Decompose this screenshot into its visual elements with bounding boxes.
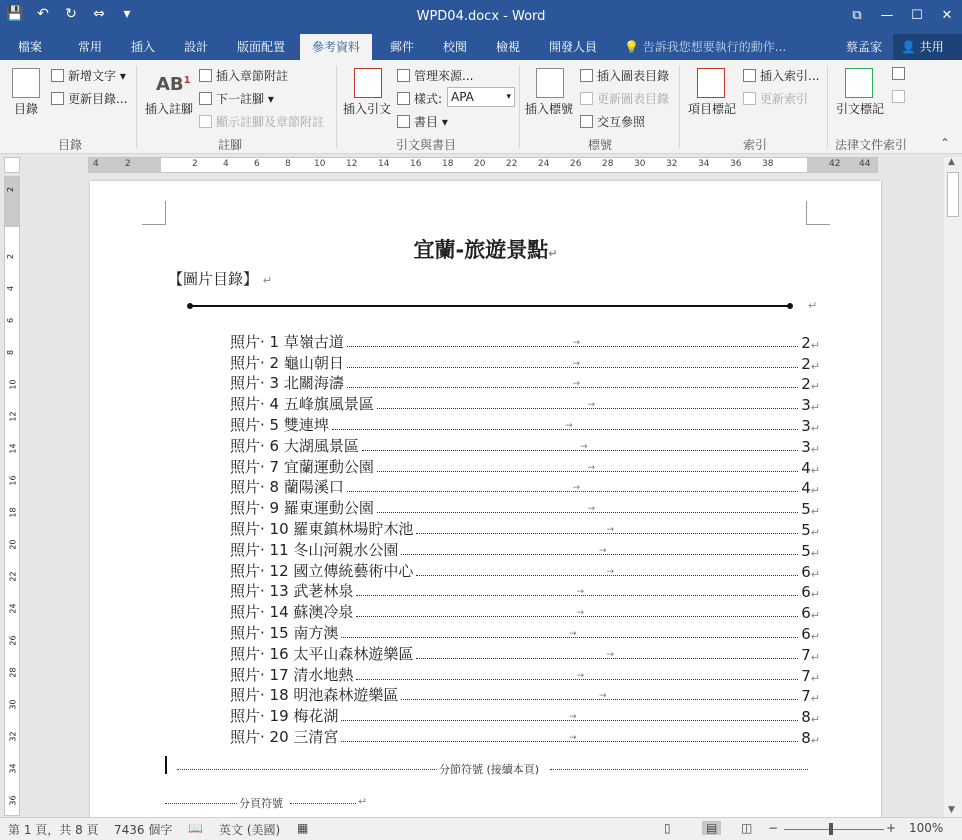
tab-home[interactable]: 常用 — [78, 40, 103, 54]
figure-entry-page: 2 — [801, 333, 811, 352]
figure-entry-page: 5 — [801, 500, 811, 519]
ruler-tick: 34 — [698, 159, 710, 169]
paragraph-mark: ↵ — [548, 247, 558, 260]
ruler-tick: 12 — [346, 159, 358, 169]
group-label-toa: 法律文件索引 — [835, 138, 908, 152]
paragraph-mark: ↵ — [808, 299, 818, 312]
show-notes-icon — [199, 115, 212, 128]
scrollbar-thumb[interactable] — [947, 172, 959, 217]
update-toa-icon[interactable] — [892, 90, 909, 104]
table-of-figures-heading[interactable] — [168, 268, 272, 289]
paragraph-mark: ↵ — [810, 567, 820, 581]
tab-arrow-icon: → — [565, 420, 573, 431]
toa-icon — [892, 67, 905, 80]
section-break-line — [177, 769, 437, 770]
list-item[interactable] — [230, 560, 820, 581]
figure-entry-page: 3 — [801, 416, 811, 435]
tab-arrow-icon: → — [572, 483, 581, 494]
paragraph-mark: ↵ — [810, 463, 820, 477]
insert-footnote-button[interactable]: 插入註腳 — [145, 102, 194, 116]
list-item[interactable] — [230, 352, 820, 373]
tab-arrow-icon: → — [599, 545, 607, 556]
ruler-tick: 38 — [762, 159, 774, 169]
ruler-tick: 22 — [8, 571, 18, 582]
paragraph-mark: ↵ — [810, 713, 820, 727]
figure-entry-page: 5 — [801, 520, 811, 539]
toc-heading-text: 【圖片目錄】 — [168, 270, 259, 288]
table-of-figures-label: 插入圖表目錄 — [597, 69, 670, 83]
tab-layout[interactable]: 版面配置 — [237, 40, 286, 54]
section-break-line — [550, 769, 808, 770]
paragraph-mark: ↵ — [810, 733, 820, 747]
language-indicator[interactable]: 英文 (美國) — [219, 823, 281, 837]
ruler-tick: 8 — [6, 349, 16, 356]
ruler-tab-selector[interactable] — [4, 157, 20, 173]
figure-entry-label: 照片· 7 宜蘭運動公園 — [230, 457, 374, 476]
ruler-tick: 36 — [8, 795, 18, 806]
list-item[interactable] — [230, 601, 820, 622]
figure-entry-page: 4 — [801, 458, 811, 477]
insert-toa-icon[interactable] — [892, 67, 909, 81]
update-table-label: 更新圖表目錄 — [597, 92, 670, 106]
tab-review[interactable]: 校閱 — [443, 40, 468, 54]
ruler-margin-top — [5, 177, 19, 227]
ruler-tick: 18 — [8, 507, 18, 518]
paragraph-mark: ↵ — [810, 442, 820, 456]
tab-arrow-icon: → — [606, 566, 615, 577]
ruler-tick: 28 — [8, 667, 18, 678]
ruler-tick: 30 — [8, 699, 18, 710]
ruler-tick: 10 — [314, 159, 326, 169]
ruler-tick: 26 — [8, 635, 18, 646]
update-icon — [51, 92, 64, 105]
list-item[interactable] — [230, 414, 820, 435]
paragraph-mark: ↵ — [810, 484, 820, 498]
tab-arrow-icon: → — [569, 712, 577, 723]
update-index-button[interactable] — [743, 90, 808, 107]
figure-entry-page: 2 — [801, 354, 811, 373]
list-item[interactable] — [230, 331, 820, 352]
figure-entry-label: 照片· 1 草嶺古道 — [230, 332, 344, 351]
horizontal-ruler[interactable] — [88, 157, 878, 173]
next-footnote-button[interactable]: 下一註腳 ▾ — [199, 90, 274, 107]
ribbon-display-options-icon[interactable]: ⧉ — [852, 8, 862, 23]
table-of-contents-icon — [12, 68, 40, 98]
close-icon[interactable]: ✕ — [941, 8, 953, 23]
tab-arrow-icon: → — [572, 379, 581, 390]
figure-entry-label: 照片· 3 北關海濤 — [230, 374, 344, 393]
tab-view[interactable]: 檢視 — [496, 40, 521, 54]
bibliography-label: 書目 — [414, 115, 439, 129]
paragraph-mark: ↵ — [810, 650, 820, 664]
line-endpoint — [787, 303, 793, 309]
tell-me-box[interactable] — [624, 34, 786, 60]
paragraph-mark: ↵ — [810, 671, 820, 685]
proofing-icon[interactable]: 📖 — [188, 821, 203, 835]
paragraph-mark: ↵ — [810, 380, 820, 394]
zoom-in-icon[interactable]: + — [886, 821, 897, 835]
figure-entry-page: 6 — [801, 624, 811, 643]
update-toc-label: 更新目錄... — [68, 92, 128, 106]
ruler-tick: 20 — [8, 539, 18, 550]
toc-button[interactable]: 目錄 — [14, 102, 39, 116]
insert-index-label: 插入索引... — [760, 69, 820, 83]
insert-caption-icon — [536, 68, 564, 98]
figure-entry-label: 照片· 9 羅東運動公園 — [230, 499, 374, 518]
figure-entry-label: 照片· 14 蘇澳冷泉 — [230, 603, 354, 622]
group-separator — [827, 66, 828, 148]
divider-line — [190, 305, 792, 307]
list-item[interactable] — [230, 643, 820, 664]
line-endpoint — [187, 303, 193, 309]
ruler-tick: 4 — [93, 159, 99, 169]
update-index-icon — [743, 92, 756, 105]
share-label: 共用 — [919, 40, 944, 54]
list-item[interactable] — [230, 581, 820, 602]
tab-design[interactable]: 設計 — [184, 40, 209, 54]
zoom-slider-track[interactable] — [784, 829, 884, 830]
figure-entry-label: 照片· 16 太平山森林遊樂區 — [230, 644, 414, 663]
tab-arrow-icon: → — [569, 628, 577, 639]
paragraph-mark: ↵ — [358, 795, 368, 808]
figure-entry-page: 2 — [801, 375, 811, 394]
group-separator — [679, 66, 680, 148]
manage-sources-button[interactable] — [397, 67, 473, 84]
insert-endnote-button[interactable] — [199, 67, 288, 84]
ruler-tick: 8 — [285, 159, 291, 169]
manage-sources-icon — [397, 69, 410, 82]
collapse-ribbon-icon[interactable]: ⌃ — [940, 136, 951, 150]
ruler-tick: 24 — [8, 603, 18, 614]
paragraph-mark: ↵ — [810, 338, 820, 352]
figure-entry-label: 照片· 2 龜山朝日 — [230, 353, 344, 372]
list-item[interactable] — [230, 518, 820, 539]
redo-icon[interactable]: ↻ — [65, 6, 77, 22]
group-separator — [519, 66, 520, 148]
paragraph-mark: ↵ — [810, 401, 820, 415]
list-item[interactable] — [230, 393, 820, 414]
crop-mark-top-left — [142, 201, 166, 225]
figure-entry-page: 3 — [801, 396, 811, 415]
figure-entry-label: 照片· 20 三清宮 — [230, 727, 339, 746]
maximize-icon[interactable]: ☐ — [911, 8, 923, 23]
figure-entry-page: 5 — [801, 541, 811, 560]
add-text-label: 新增文字 — [68, 69, 117, 83]
ruler-tick: 2 — [192, 159, 198, 169]
update-index-label: 更新索引 — [760, 92, 809, 106]
tab-arrow-icon: → — [606, 649, 615, 660]
figure-entry-label: 照片· 15 南方澳 — [230, 623, 339, 642]
paragraph-mark: ↵ — [810, 359, 820, 373]
figure-entry-page: 4 — [801, 479, 811, 498]
figure-entry-page: 6 — [801, 604, 811, 623]
style-label — [397, 90, 442, 107]
zoom-out-icon[interactable]: − — [768, 821, 779, 835]
figure-entry-page: 8 — [801, 728, 811, 747]
add-text-icon — [51, 69, 64, 82]
ruler-tick: 42 — [829, 159, 841, 169]
page-break-label: 分頁符號 — [239, 797, 283, 810]
group-label-toc: 目錄 — [58, 138, 83, 152]
ruler-tick: 28 — [602, 159, 614, 169]
paragraph-mark: ↵ — [810, 609, 820, 623]
tab-arrow-icon: → — [580, 441, 588, 452]
figure-entry-label: 照片· 6 大湖風景區 — [230, 436, 359, 455]
cross-reference-button[interactable] — [580, 113, 645, 130]
tab-arrow-icon: → — [606, 524, 615, 535]
tab-insert[interactable]: 插入 — [131, 40, 156, 54]
update-table-of-figures-button[interactable] — [580, 90, 669, 107]
vertical-ruler[interactable] — [4, 176, 20, 816]
group-label-captions: 標號 — [588, 138, 613, 152]
minimize-icon[interactable]: — — [880, 8, 894, 23]
update-toc-button[interactable] — [51, 90, 127, 107]
mark-citation-button[interactable]: 引文標記 — [836, 102, 885, 116]
page-break-line — [290, 803, 356, 804]
page-break-line — [165, 803, 237, 804]
customize-qat-icon[interactable]: ▾ — [123, 6, 131, 22]
cross-reference-label: 交互參照 — [597, 115, 646, 129]
figure-entry-label: 照片· 18 明池森林遊樂區 — [230, 686, 399, 705]
undo-icon[interactable]: ↶ — [37, 6, 49, 22]
page-count[interactable]: 第 1 頁，共 8 頁 — [8, 823, 99, 837]
list-item[interactable] — [230, 435, 820, 456]
scroll-down-icon[interactable]: ▼ — [948, 805, 955, 815]
paragraph-mark: ↵ — [810, 505, 820, 519]
group-label-index: 索引 — [743, 138, 768, 152]
group-label-citations: 引文與書目 — [396, 138, 457, 152]
tell-me-placeholder: 告訴我您想要執行的動作... — [642, 40, 787, 54]
window-title: WPD04.docx - Word — [416, 9, 546, 24]
tab-arrow-icon: → — [576, 587, 585, 598]
list-item[interactable] — [230, 539, 820, 560]
ruler-tick: 34 — [8, 763, 18, 774]
list-item[interactable] — [230, 477, 820, 498]
ruler-tick: 16 — [8, 475, 18, 486]
ruler-tick: 2 — [6, 186, 16, 193]
update-table-icon — [580, 92, 593, 105]
insert-citation-icon — [354, 68, 382, 98]
figure-entry-page: 3 — [801, 437, 811, 456]
tab-arrow-icon: → — [569, 732, 577, 743]
ruler-tick: 14 — [378, 159, 390, 169]
figure-entry-label: 照片· 13 武荖林泉 — [230, 582, 354, 601]
figure-entry-label: 照片· 19 梅花湖 — [230, 707, 339, 726]
section-break-label: 分節符號 (接續本頁) — [439, 763, 540, 776]
paragraph-mark: ↵ — [810, 546, 820, 560]
ruler-tick: 26 — [570, 159, 582, 169]
endnote-label: 插入章節附註 — [216, 69, 289, 83]
word-count[interactable]: 7436 個字 — [114, 823, 173, 837]
figure-entry-label: 照片· 4 五峰旗風景區 — [230, 395, 374, 414]
list-item[interactable] — [230, 456, 820, 477]
ruler-tick: 22 — [506, 159, 518, 169]
figure-entry-label: 照片· 11 冬山河親水公園 — [230, 540, 399, 559]
zoom-level[interactable]: 100% — [909, 821, 944, 835]
update-toa-small-icon — [892, 90, 905, 103]
ruler-tick: 14 — [8, 443, 18, 454]
figure-entry-label: 照片· 17 清水地熱 — [230, 665, 354, 684]
ruler-tick: 30 — [634, 159, 646, 169]
tab-arrow-icon: → — [576, 608, 585, 619]
ruler-tick: 6 — [6, 317, 16, 324]
citation-style-value: APA — [451, 90, 474, 104]
ruler-tick: 36 — [730, 159, 742, 169]
paragraph-mark: ↵ — [810, 692, 820, 706]
add-text-button[interactable]: 新增文字 ▾ — [51, 67, 126, 84]
figure-entry-page: 8 — [801, 708, 811, 727]
web-layout-icon[interactable]: ◫ — [741, 821, 753, 835]
tab-arrow-icon: → — [576, 670, 585, 681]
ruler-tick: 2 — [125, 159, 131, 169]
ruler-tick: 12 — [8, 411, 18, 422]
mark-citation-icon — [845, 68, 873, 98]
tab-arrow-icon: → — [587, 462, 596, 473]
next-footnote-icon — [199, 92, 212, 105]
tab-references[interactable]: 參考資料 — [300, 34, 372, 60]
tab-arrow-icon: → — [587, 504, 596, 515]
paragraph-mark: ↵ — [810, 421, 820, 435]
ruler-tick: 20 — [474, 159, 486, 169]
user-name[interactable]: 蔡孟家 — [846, 40, 883, 54]
group-separator — [336, 66, 337, 148]
list-item[interactable] — [230, 705, 820, 726]
ribbon — [0, 60, 962, 154]
bibliography-button[interactable]: 書目 ▾ — [397, 113, 448, 130]
group-separator — [136, 66, 137, 148]
endnote-icon — [199, 69, 212, 82]
figure-entry-page: 7 — [801, 687, 811, 706]
paragraph-mark: ↵ — [810, 588, 820, 602]
scroll-up-icon[interactable]: ▲ — [948, 157, 955, 167]
mark-entry-button[interactable]: 項目標記 — [688, 102, 737, 116]
footnote-icon: $AB^1$ — [156, 74, 191, 95]
save-icon[interactable]: 💾 — [6, 6, 24, 22]
tab-file[interactable]: 檔案 — [18, 40, 43, 54]
ruler-tick: 6 — [254, 159, 260, 169]
ruler-tick: 24 — [538, 159, 550, 169]
style-icon — [397, 92, 410, 105]
style-label-text: 樣式: — [414, 92, 443, 106]
figure-entry-page: 6 — [801, 583, 811, 602]
figure-entry-label: 照片· 8 蘭陽溪口 — [230, 478, 344, 497]
ruler-tick: 16 — [410, 159, 422, 169]
group-label-footnotes: 註腳 — [218, 138, 243, 152]
vertical-scrollbar[interactable] — [944, 157, 962, 817]
list-item[interactable] — [230, 664, 820, 685]
read-mode-icon[interactable]: ▯ — [664, 821, 671, 835]
mark-entry-icon — [697, 68, 725, 98]
next-footnote-label: 下一註腳 — [216, 92, 265, 106]
ruler-tick: 4 — [223, 159, 229, 169]
figure-entry-label: 照片· 12 國立傳統藝術中心 — [230, 561, 414, 580]
touch-mode-icon[interactable]: ⇔ — [93, 6, 105, 22]
bibliography-icon — [397, 115, 410, 128]
crop-mark-top-right — [806, 201, 830, 225]
figure-entry-label: 照片· 5 雙連埤 — [230, 415, 329, 434]
figure-entry-page: 6 — [801, 562, 811, 581]
window-controls — [842, 0, 962, 32]
paragraph-mark: ↵ — [810, 525, 820, 539]
tab-arrow-icon: → — [599, 691, 607, 702]
ruler-tick: 32 — [666, 159, 678, 169]
macro-recording-icon[interactable]: ▦ — [297, 821, 309, 835]
ribbon-tabs — [0, 34, 962, 60]
list-item[interactable] — [230, 685, 820, 706]
status-bar — [0, 817, 962, 840]
tab-arrow-icon: → — [587, 400, 596, 411]
zoom-slider-knob[interactable] — [829, 823, 833, 835]
lightbulb-icon: 💡 — [624, 40, 639, 54]
cross-reference-icon — [580, 115, 593, 128]
ruler-tick: 2 — [6, 253, 16, 260]
chevron-down-icon: ▾ — [506, 92, 511, 102]
print-layout-icon[interactable]: ▤ — [702, 821, 721, 835]
share-button[interactable] — [893, 34, 962, 60]
show-notes-label: 顯示註腳及章節附註 — [216, 115, 325, 129]
list-item[interactable] — [230, 373, 820, 394]
figure-entry-page: 7 — [801, 666, 811, 685]
title-bar — [0, 0, 962, 34]
tab-arrow-icon: → — [572, 337, 581, 348]
person-icon: 👤 — [901, 40, 916, 54]
figure-entry-page: 7 — [801, 645, 811, 664]
ruler-tick: 4 — [6, 285, 16, 292]
list-item[interactable] — [230, 622, 820, 643]
table-of-figures-icon — [580, 69, 593, 82]
table-of-figures — [230, 331, 820, 747]
paragraph-mark: ↵ — [810, 629, 820, 643]
tab-developer[interactable]: 開發人員 — [549, 40, 598, 54]
tab-arrow-icon: → — [572, 358, 581, 369]
list-item[interactable] — [230, 497, 820, 518]
document-title[interactable] — [90, 234, 881, 264]
ruler-tick: 10 — [8, 379, 18, 390]
text-cursor — [165, 756, 167, 774]
citation-style-select[interactable] — [447, 87, 515, 107]
document-title-text: 宜蘭-旅遊景點 — [413, 238, 549, 262]
ruler-tick: 32 — [8, 731, 18, 742]
insert-index-icon — [743, 69, 756, 82]
tab-mailings[interactable]: 郵件 — [390, 40, 415, 54]
ruler-tick: 44 — [859, 159, 871, 169]
paragraph-mark: ↵ — [262, 274, 273, 287]
list-item[interactable] — [230, 726, 820, 747]
insert-caption-button[interactable]: 插入標號 — [525, 102, 574, 116]
document-page[interactable] — [90, 181, 881, 821]
insert-table-of-figures-button[interactable] — [580, 67, 669, 84]
figure-entry-label: 照片· 10 羅東鎮林場貯木池 — [230, 519, 414, 538]
insert-citation-button[interactable]: 插入引文 — [343, 102, 392, 116]
insert-index-button[interactable] — [743, 67, 819, 84]
ruler-tick: 18 — [442, 159, 454, 169]
show-notes-button[interactable] — [199, 113, 324, 130]
manage-sources-label: 管理來源... — [414, 69, 474, 83]
